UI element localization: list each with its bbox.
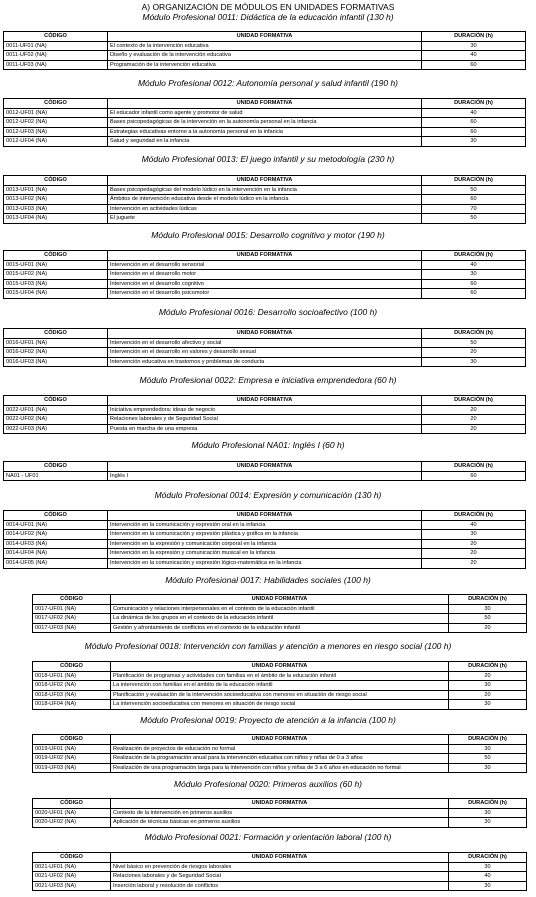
table-row [4,530,526,540]
table-row [4,520,526,530]
unit-header: UNIDAD FORMATIVA [108,32,422,42]
unit-duration: 30 [449,700,527,710]
module-title: Módulo Profesional 0016: Desarrollo socioafectivo (100 h) [158,307,378,317]
code-header: CÓDIGO [4,32,108,42]
unit-name: El contexto de la intervención educativa [108,41,422,51]
unit-duration: 50 [422,338,526,348]
table-header-row [4,99,526,109]
duration-header: DURACIÓN (h) [449,799,527,809]
table-header-row [4,329,526,339]
unit-duration: 40 [449,872,527,882]
unit-duration: 30 [449,818,527,828]
unit-duration: 20 [449,671,527,681]
unit-name: Intervención en la comunicación y expresión oral en la infancia [108,520,422,530]
module-table [32,852,527,891]
unit-header: UNIDAD FORMATIVA [108,99,422,109]
table-row [33,614,527,624]
unit-duration: 30 [449,763,527,773]
table-header-row [4,176,526,186]
unit-header: UNIDAD FORMATIVA [111,662,449,672]
unit-name: Intervención en el desarrollo en valores y desarrollo sexual [108,348,422,358]
unit-code: 0022-UF02 (NA) [4,415,108,425]
table-row [33,604,527,614]
unit-name: Planificación de programas y actividades con familias en el ámbito de la educación infantil [111,671,449,681]
module-title: Módulo Profesional 0017: Habilidades sociales (100 h) [165,575,371,585]
table-row [4,204,526,214]
unit-name: Intervención en actividades lúdicas [108,204,422,214]
unit-name: Intervención en la comunicación y expresión lógico-matemática en la infancia [108,558,422,568]
table-header-row [4,511,526,521]
unit-duration: 30 [449,744,527,754]
unit-duration: 60 [422,118,526,128]
unit-duration: 40 [422,51,526,61]
unit-code: 0012-UF02 (NA) [4,118,108,128]
module-title: Módulo Profesional 0014: Expresión y comunicación (130 h) [154,490,382,500]
table-row [4,41,526,51]
unit-name: Iniciativa emprendedora: ideas de negocio [108,405,422,415]
table-header-row [4,251,526,261]
unit-name: Realización de proyectos de educación no formal [111,744,449,754]
table-row [4,471,526,481]
unit-code: 0022-UF01 (NA) [4,405,108,415]
unit-code: 0015-UF02 (NA) [4,270,108,280]
unit-duration: 60 [422,289,526,299]
table-row [4,118,526,128]
unit-code: 0018-UF03 (NA) [33,690,111,700]
unit-duration: 30 [449,604,527,614]
unit-code: 0016-UF01 (NA) [4,338,108,348]
unit-name: Intervención en la expresión y comunicación corporal en la infancia [108,539,422,549]
module-title: Módulo Profesional NA01: Inglés I (60 h) [191,440,345,450]
table-row [4,424,526,434]
unit-duration: 60 [422,279,526,289]
module-title: Módulo Profesional 0015: Desarrollo cognitivo y motor (190 h) [151,230,385,240]
unit-code: 0015-UF03 (NA) [4,279,108,289]
table-header-row [4,462,526,472]
unit-duration: 30 [422,41,526,51]
module-table [3,175,526,224]
duration-header: DURACIÓN (h) [422,251,526,261]
duration-header: DURACIÓN (h) [422,32,526,42]
unit-duration: 20 [422,415,526,425]
module-table [3,510,526,569]
code-header: CÓDIGO [4,511,108,521]
code-header: CÓDIGO [4,396,108,406]
unit-duration: 40 [422,108,526,118]
unit-code: 0018-UF02 (NA) [33,681,111,691]
unit-name: Salud y seguridad en la infancia [108,137,422,147]
unit-name: Contexto de la intervención en primeros auxilios [111,808,449,818]
unit-code: 0020-UF02 (NA) [33,818,111,828]
unit-name: La intervención socioeducativa con menores en situación de riesgo social [111,700,449,710]
unit-code: 0013-UF03 (NA) [4,204,108,214]
unit-name: Realización de la programación anual para la intervención educativa con niños y niñas de 0 a 3 años [111,754,449,764]
unit-code: 0013-UF04 (NA) [4,214,108,224]
unit-duration: 20 [422,424,526,434]
table-row [4,415,526,425]
unit-code: 0020-UF01 (NA) [33,808,111,818]
table-row [4,558,526,568]
code-header: CÓDIGO [4,462,108,472]
unit-duration: 30 [422,357,526,367]
table-row [4,51,526,61]
unit-code: 0012-UF04 (NA) [4,137,108,147]
table-row [4,127,526,137]
unit-duration: 20 [449,690,527,700]
table-row [4,260,526,270]
unit-name: Bases psicopedagógicas del modelo lúdico en la intervención en la infancia [108,185,422,195]
unit-code: 0012-UF03 (NA) [4,127,108,137]
table-row [4,270,526,280]
unit-duration: 20 [422,348,526,358]
unit-name: El juguete [108,214,422,224]
unit-name: Intervención en la comunicación y expresión plástica y gráfica en la infancia [108,530,422,540]
module-title: Módulo Profesional 0012: Autonomía personal y salud infantil (190 h) [137,78,399,88]
unit-duration: 40 [422,260,526,270]
unit-header: UNIDAD FORMATIVA [111,595,449,605]
unit-duration: 20 [449,623,527,633]
unit-duration: 30 [422,137,526,147]
module-table [32,734,527,773]
unit-name: Diseño y evaluación de la intervención educativa [108,51,422,61]
duration-header: DURACIÓN (h) [422,329,526,339]
code-header: CÓDIGO [33,799,111,809]
table-row [33,690,527,700]
unit-code: 0016-UF03 (NA) [4,357,108,367]
table-row [33,881,527,891]
table-header-row [4,396,526,406]
table-row [33,744,527,754]
duration-header: DURACIÓN (h) [449,662,527,672]
table-row [4,60,526,70]
duration-header: DURACIÓN (h) [422,511,526,521]
unit-duration: 60 [422,60,526,70]
table-row [33,671,527,681]
unit-name: Relaciones laborales y de Seguridad Social [111,872,449,882]
code-header: CÓDIGO [33,853,111,863]
unit-name: Puesta en marcha de una empresa [108,424,422,434]
unit-code: 0017-UF01 (NA) [33,604,111,614]
table-row [33,623,527,633]
module-table [3,98,526,147]
unit-name: Relaciones laborales y de Seguridad Social [108,415,422,425]
unit-name: Inserción laboral y resolución de conflictos [111,881,449,891]
document-title: A) ORGANIZACIÓN DE MÓDULOS EN UNIDADES FORMATIVAS [141,2,395,12]
module-table [32,661,527,710]
table-row [33,700,527,710]
unit-duration: 50 [449,754,527,764]
table-header-row [33,735,527,745]
table-row [4,348,526,358]
unit-code: 0013-UF01 (NA) [4,185,108,195]
unit-header: UNIDAD FORMATIVA [111,735,449,745]
unit-name: Realización de una programación larga para la intervención con niños y niñas de 3 a 6 años en educación no formal [111,763,449,773]
duration-header: DURACIÓN (h) [449,595,527,605]
module-title: Módulo Profesional 0011: Didáctica de la educación infantil (130 h) [142,12,394,22]
unit-code: 0011-UF03 (NA) [4,60,108,70]
unit-header: UNIDAD FORMATIVA [108,176,422,186]
table-row [4,137,526,147]
table-row [4,195,526,205]
unit-code: 0018-UF04 (NA) [33,700,111,710]
unit-duration: 40 [422,520,526,530]
unit-name: El educador infantil como agente y promotor de salud [108,108,422,118]
unit-duration: 30 [449,881,527,891]
unit-code: 0015-UF04 (NA) [4,289,108,299]
code-header: CÓDIGO [33,595,111,605]
duration-header: DURACIÓN (h) [422,99,526,109]
table-row [33,808,527,818]
unit-duration: 30 [449,862,527,872]
unit-duration: 30 [449,681,527,691]
duration-header: DURACIÓN (h) [422,462,526,472]
table-row [4,357,526,367]
code-header: CÓDIGO [4,329,108,339]
table-row [4,549,526,559]
unit-code: 0021-UF03 (NA) [33,881,111,891]
unit-name: Gestión y afrontamiento de conflictos en el contexto de la educación infantil [111,623,449,633]
module-table [3,328,526,367]
unit-duration: 50 [422,185,526,195]
unit-duration: 20 [422,558,526,568]
unit-code: 0019-UF02 (NA) [33,754,111,764]
unit-code: 0021-UF01 (NA) [33,862,111,872]
unit-duration: 20 [422,539,526,549]
unit-code: 0011-UF02 (NA) [4,51,108,61]
unit-duration: 30 [422,270,526,280]
module-table [32,798,527,828]
table-row [33,872,527,882]
table-row [4,539,526,549]
module-title: Módulo Profesional 0021: Formación y orientación laboral (100 h) [144,832,392,842]
unit-code: 0014-UF03 (NA) [4,539,108,549]
unit-code: 0014-UF02 (NA) [4,530,108,540]
table-row [4,279,526,289]
code-header: CÓDIGO [33,735,111,745]
unit-header: UNIDAD FORMATIVA [108,511,422,521]
unit-name: Intervención en el desarrollo psicomotor [108,289,422,299]
unit-name: Intervención en el desarrollo cognitivo [108,279,422,289]
unit-code: 0016-UF02 (NA) [4,348,108,358]
unit-name: Planificación y evaluación de la intervención socioeducativa con menores en situación de riesgo social [111,690,449,700]
unit-header: UNIDAD FORMATIVA [108,251,422,261]
unit-name: Ámbitos de intervención educativa desde el modelo lúdico en la infancia [108,195,422,205]
table-row [4,405,526,415]
table-row [33,763,527,773]
unit-code: NA01 - UF01 [4,471,108,481]
unit-header: UNIDAD FORMATIVA [111,799,449,809]
unit-name: La dinámica de los grupos en el contexto de la educación infantil [111,614,449,624]
table-row [33,862,527,872]
code-header: CÓDIGO [33,662,111,672]
duration-header: DURACIÓN (h) [449,735,527,745]
unit-name: Programación de la intervención educativa [108,60,422,70]
unit-duration: 60 [422,471,526,481]
unit-header: UNIDAD FORMATIVA [108,396,422,406]
unit-code: 0014-UF05 (NA) [4,558,108,568]
code-header: CÓDIGO [4,251,108,261]
unit-name: Intervención en la expresión y comunicación musical en la infancia [108,549,422,559]
unit-duration: 70 [422,204,526,214]
unit-name: Bases psicopedagógicas de la intervención en la autonomía personal en la infancia [108,118,422,128]
duration-header: DURACIÓN (h) [449,853,527,863]
unit-header: UNIDAD FORMATIVA [108,329,422,339]
unit-name: Intervención en el desarrollo motor [108,270,422,280]
unit-duration: 20 [422,405,526,415]
unit-duration: 50 [449,614,527,624]
unit-name: Intervención educativa en trastornos y problemas de conducta [108,357,422,367]
unit-duration: 60 [422,127,526,137]
unit-header: UNIDAD FORMATIVA [108,462,422,472]
module-table [3,250,526,299]
unit-name: Comunicación y relaciones interpersonales en el contexto de la educación infantil [111,604,449,614]
unit-code: 0021-UF02 (NA) [33,872,111,882]
unit-name: Inglés I [108,471,422,481]
unit-code: 0014-UF01 (NA) [4,520,108,530]
table-row [33,681,527,691]
unit-name: Intervención en el desarrollo afectivo y social [108,338,422,348]
unit-name: Aplicación de técnicas básicas en primeros auxilios [111,818,449,828]
unit-code: 0015-UF01 (NA) [4,260,108,270]
table-header-row [33,662,527,672]
unit-duration: 50 [422,214,526,224]
unit-name: Intervención en el desarrollo sensorial [108,260,422,270]
table-row [33,754,527,764]
unit-duration: 30 [422,530,526,540]
module-table [32,594,527,633]
table-row [33,818,527,828]
table-row [4,289,526,299]
unit-code: 0011-UF01 (NA) [4,41,108,51]
unit-duration: 30 [449,808,527,818]
code-header: CÓDIGO [4,99,108,109]
table-header-row [33,853,527,863]
unit-duration: 60 [422,195,526,205]
module-title: Módulo Profesional 0022: Empresa e iniciativa emprendedora (60 h) [139,375,397,385]
module-title: Módulo Profesional 0018: Intervención con familias y atención a menores en riesgo social (100 h) [84,641,452,651]
unit-code: 0019-UF01 (NA) [33,744,111,754]
table-row [4,338,526,348]
module-title: Módulo Profesional 0019: Proyecto de atención a la infancia (100 h) [140,715,396,725]
unit-code: 0017-UF03 (NA) [33,623,111,633]
table-header-row [33,595,527,605]
unit-header: UNIDAD FORMATIVA [111,853,449,863]
unit-code: 0022-UF03 (NA) [4,424,108,434]
unit-duration: 20 [422,549,526,559]
unit-code: 0013-UF02 (NA) [4,195,108,205]
module-title: Módulo Profesional 0020: Primeros auxilios (60 h) [173,779,363,789]
duration-header: DURACIÓN (h) [422,176,526,186]
table-row [4,108,526,118]
unit-code: 0019-UF03 (NA) [33,763,111,773]
unit-name: Estrategias educativas entorno a la autonomía personal en la infancia [108,127,422,137]
table-header-row [4,32,526,42]
unit-code: 0017-UF02 (NA) [33,614,111,624]
module-table [3,461,526,481]
unit-code: 0012-UF01 (NA) [4,108,108,118]
module-title: Módulo Profesional 0013: El juego infantil y su metodología (230 h) [141,154,395,164]
table-row [4,185,526,195]
unit-name: Nivel básico en prevención de riesgos laborales [111,862,449,872]
unit-code: 0018-UF01 (NA) [33,671,111,681]
unit-code: 0014-UF04 (NA) [4,549,108,559]
table-row [4,214,526,224]
code-header: CÓDIGO [4,176,108,186]
table-header-row [33,799,527,809]
unit-name: La intervención con familias en el ámbito de la educación infantil [111,681,449,691]
module-table [3,395,526,434]
module-table [3,31,526,70]
duration-header: DURACIÓN (h) [422,396,526,406]
